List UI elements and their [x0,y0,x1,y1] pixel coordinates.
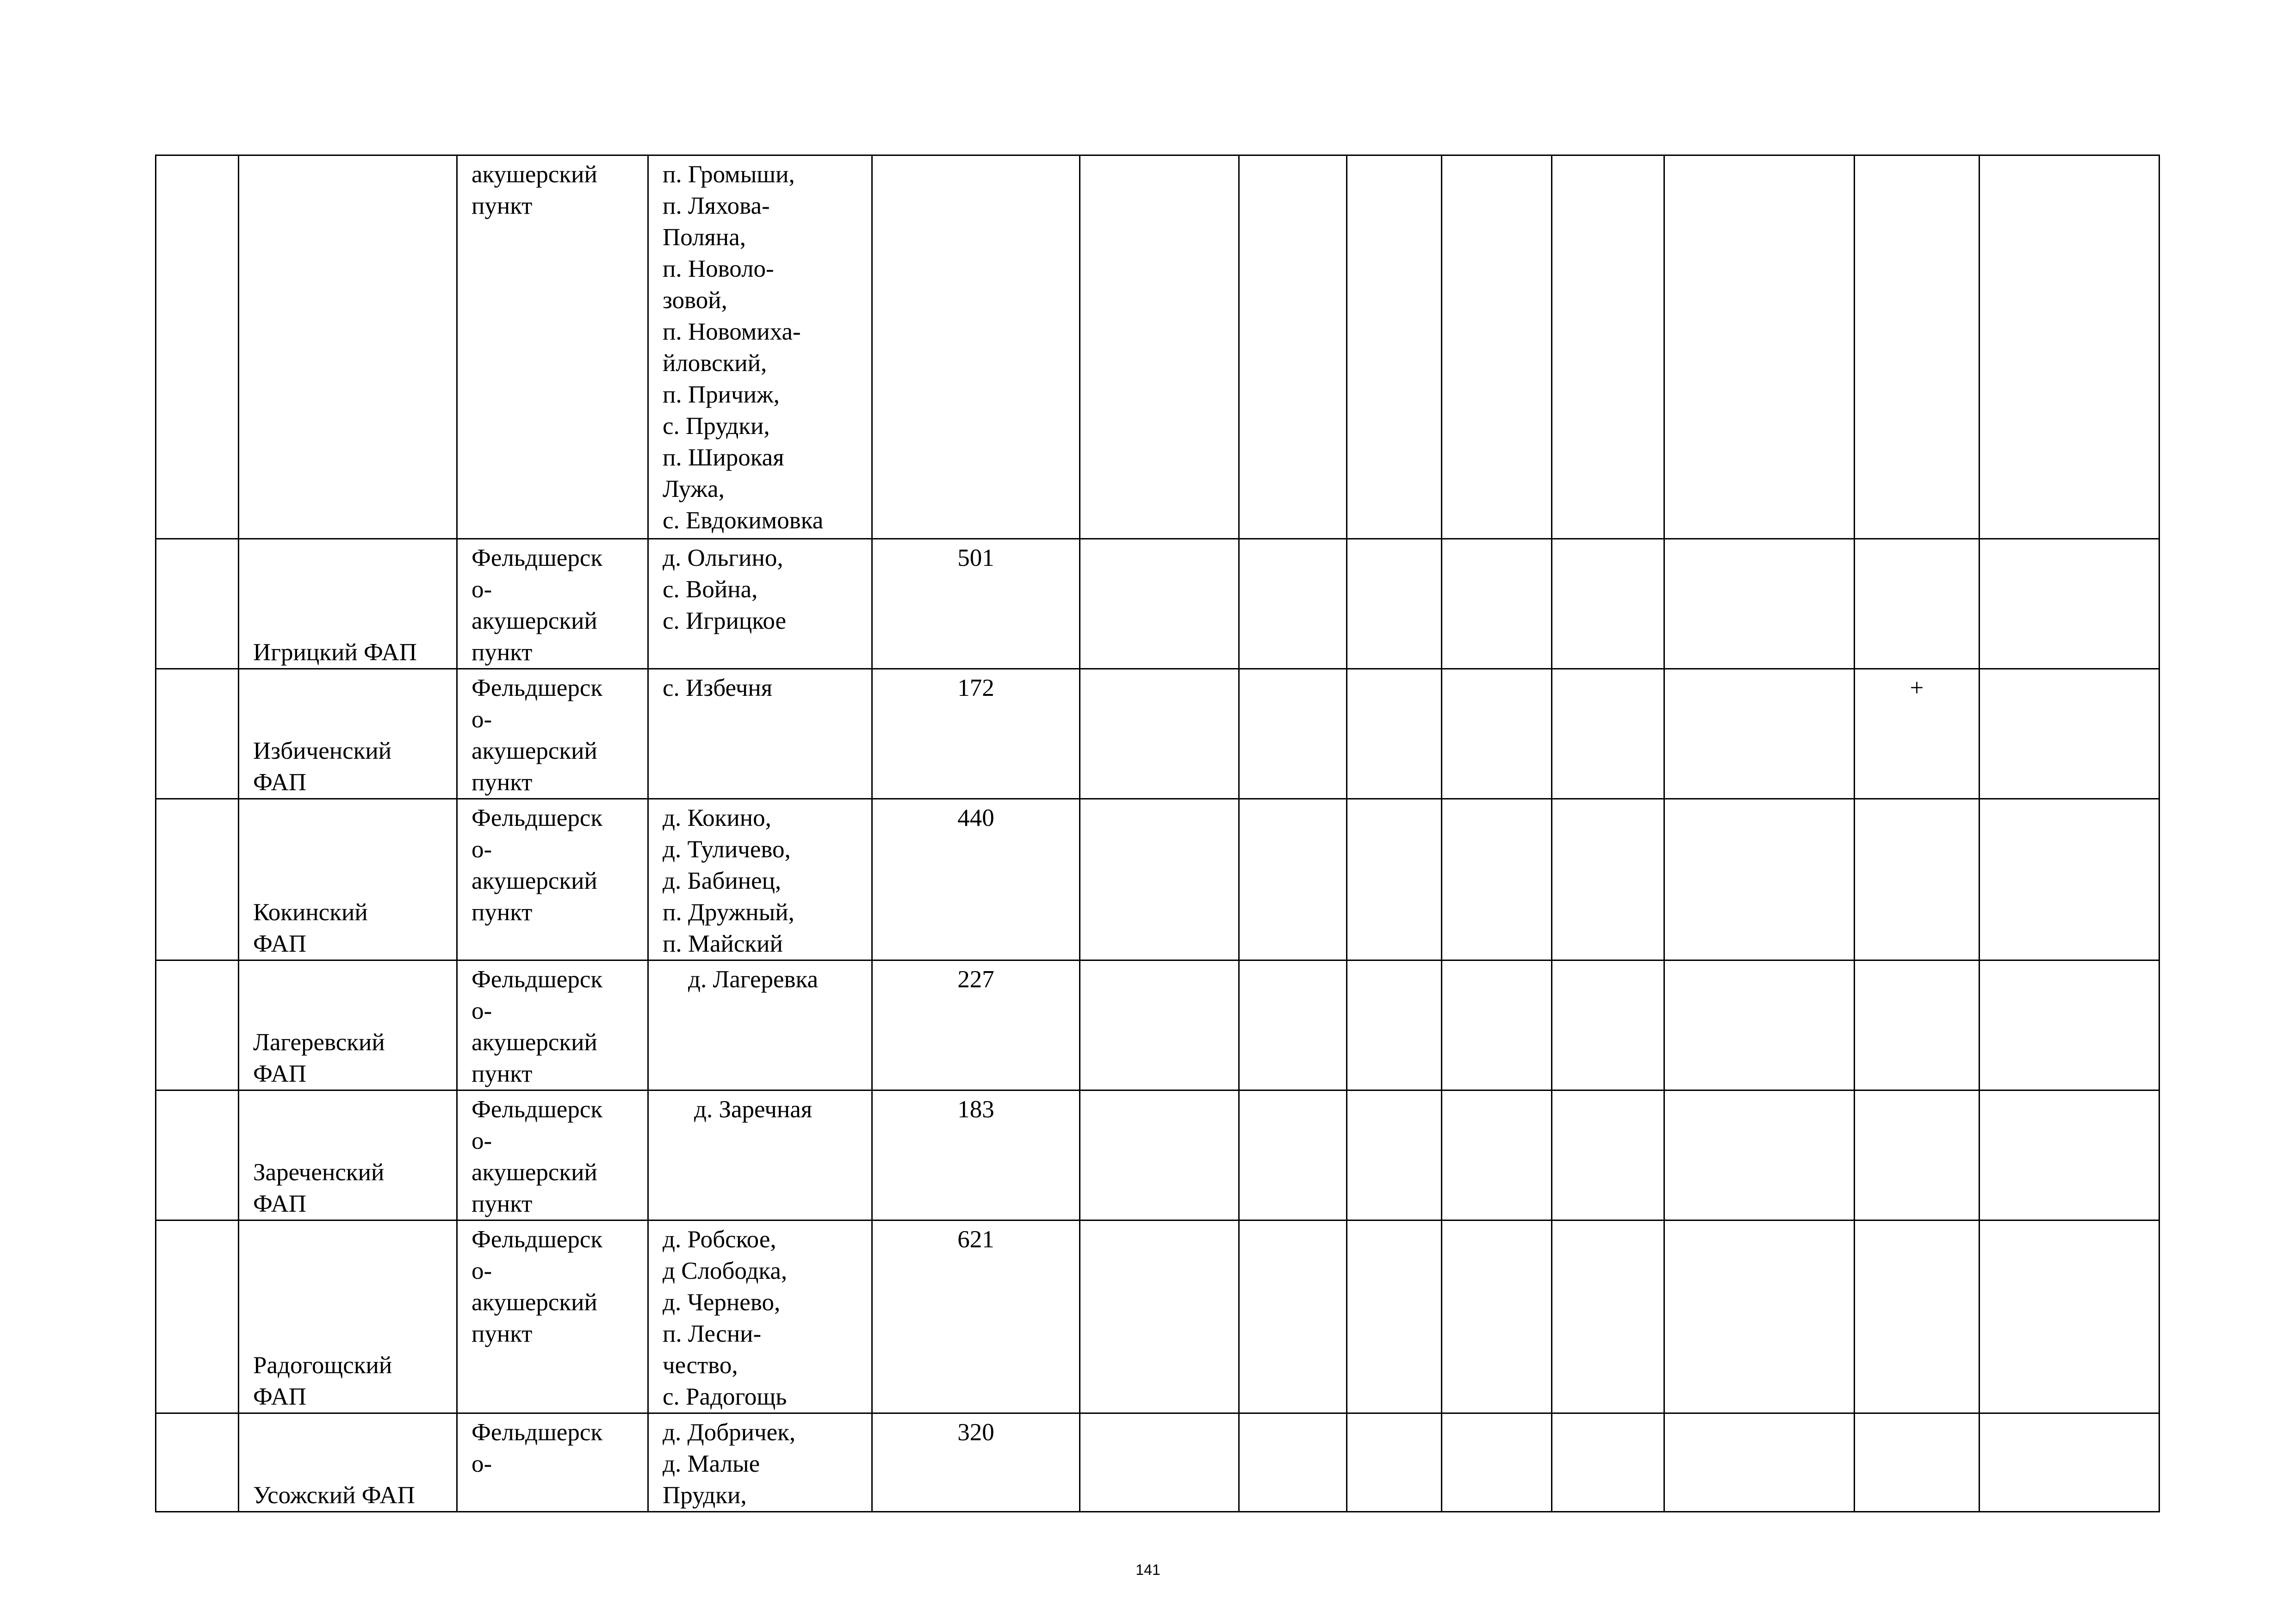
empty-cell [1664,799,1855,960]
locations-cell: с. Избечня [648,669,872,799]
empty-cell [1080,1090,1239,1220]
index-cell [156,1090,239,1220]
empty-cell [1980,669,2159,799]
population-cell: 440 [872,799,1080,960]
empty-cell [1980,1090,2159,1220]
facility-type-cell: Фельдшерск о- акушерский пункт [457,669,648,799]
facility-type-cell: Фельдшерск о- акушерский пункт [457,1220,648,1413]
table-row [156,960,2159,1090]
empty-cell [1664,669,1855,799]
empty-cell [1347,1413,1442,1512]
facility-name-cell: Игрицкий ФАП [239,539,457,669]
empty-cell [1239,1090,1347,1220]
empty-cell [1980,960,2159,1090]
population-cell: 320 [872,1413,1080,1512]
index-cell [156,1413,239,1512]
empty-cell [1442,960,1552,1090]
locations-cell: д. Кокино, д. Туличево, д. Бабинец, п. Дружный, п. Майский [648,799,872,960]
empty-cell [1080,799,1239,960]
facilities-table [155,155,2160,1512]
index-cell [156,539,239,669]
table-row [156,669,2159,799]
population-cell: 183 [872,1090,1080,1220]
mark-cell [1855,960,1980,1090]
empty-cell [1239,1220,1347,1413]
index-cell [156,1220,239,1413]
empty-cell [1552,669,1664,799]
mark-cell [1855,1413,1980,1512]
empty-cell [1347,1090,1442,1220]
empty-cell [1552,1090,1664,1220]
empty-cell [1980,799,2159,960]
mark-cell: + [1855,669,1980,799]
empty-cell [1442,539,1552,669]
empty-cell [1442,155,1552,539]
empty-cell [1347,669,1442,799]
table-row [156,155,2159,539]
empty-cell [1664,155,1855,539]
facility-name-cell: Лагеревский ФАП [239,960,457,1090]
empty-cell [1239,1413,1347,1512]
mark-cell [1855,1220,1980,1413]
locations-cell: д. Добричек, д. Малые Прудки, [648,1413,872,1512]
empty-cell [1552,1413,1664,1512]
empty-cell [1664,1220,1855,1413]
locations-cell: д. Робское, д Слободка, д. Чернево, п. Лесни- чество, с. Радогощь [648,1220,872,1413]
locations-cell: п. Громыши, п. Ляхова- Поляна, п. Новоло- зовой, п. Новомиха- йловский, п. Причиж, с. Прудки, п. Широкая Лужа, с. Евдокимовка [648,155,872,539]
mark-cell [1855,155,1980,539]
table-row [156,799,2159,960]
empty-cell [1347,539,1442,669]
empty-cell [1442,669,1552,799]
empty-cell [1442,1413,1552,1512]
empty-cell [1080,669,1239,799]
mark-cell [1855,1090,1980,1220]
empty-cell [1552,155,1664,539]
empty-cell [1239,960,1347,1090]
empty-cell [1442,799,1552,960]
population-cell: 621 [872,1220,1080,1413]
empty-cell [1239,799,1347,960]
facility-type-cell: Фельдшерск о- акушерский пункт [457,799,648,960]
facility-type-cell: Фельдшерск о- [457,1413,648,1512]
table-row [156,1220,2159,1413]
index-cell [156,155,239,539]
empty-cell [1664,960,1855,1090]
facility-type-cell: Фельдшерск о- акушерский пункт [457,539,648,669]
empty-cell [1080,1220,1239,1413]
index-cell [156,960,239,1090]
table-row [156,1413,2159,1512]
empty-cell [1442,1090,1552,1220]
facility-type-cell: Фельдшерск о- акушерский пункт [457,1090,648,1220]
empty-cell [1347,799,1442,960]
empty-cell [1347,155,1442,539]
empty-cell [1080,960,1239,1090]
empty-cell [1239,155,1347,539]
facility-type-cell: акушерский пункт [457,155,648,539]
population-cell [872,155,1080,539]
mark-cell [1855,539,1980,669]
facility-name-cell [239,155,457,539]
empty-cell [1080,539,1239,669]
locations-cell: д. Лагеревка [648,960,872,1090]
facility-name-cell: Кокинский ФАП [239,799,457,960]
empty-cell [1664,1090,1855,1220]
population-cell: 227 [872,960,1080,1090]
empty-cell [1552,539,1664,669]
empty-cell [1980,539,2159,669]
index-cell [156,799,239,960]
table-row [156,1090,2159,1220]
population-cell: 501 [872,539,1080,669]
empty-cell [1239,669,1347,799]
empty-cell [1664,539,1855,669]
mark-cell [1855,799,1980,960]
empty-cell [1442,1220,1552,1413]
empty-cell [1080,155,1239,539]
empty-cell [1552,1220,1664,1413]
index-cell [156,669,239,799]
facility-name-cell: Усожский ФАП [239,1413,457,1512]
facility-type-cell: Фельдшерск о- акушерский пункт [457,960,648,1090]
empty-cell [1552,960,1664,1090]
facility-name-cell: Радогощский ФАП [239,1220,457,1413]
empty-cell [1980,155,2159,539]
empty-cell [1347,960,1442,1090]
table-row [156,539,2159,669]
empty-cell [1080,1413,1239,1512]
empty-cell [1664,1413,1855,1512]
facility-name-cell: Избиченский ФАП [239,669,457,799]
facility-name-cell: Зареченский ФАП [239,1090,457,1220]
empty-cell [1552,799,1664,960]
population-cell: 172 [872,669,1080,799]
empty-cell [1239,539,1347,669]
page-number: 141 [1136,1561,1160,1578]
locations-cell: д. Заречная [648,1090,872,1220]
empty-cell [1980,1413,2159,1512]
locations-cell: д. Ольгино, с. Война, с. Игрицкое [648,539,872,669]
empty-cell [1347,1220,1442,1413]
empty-cell [1980,1220,2159,1413]
